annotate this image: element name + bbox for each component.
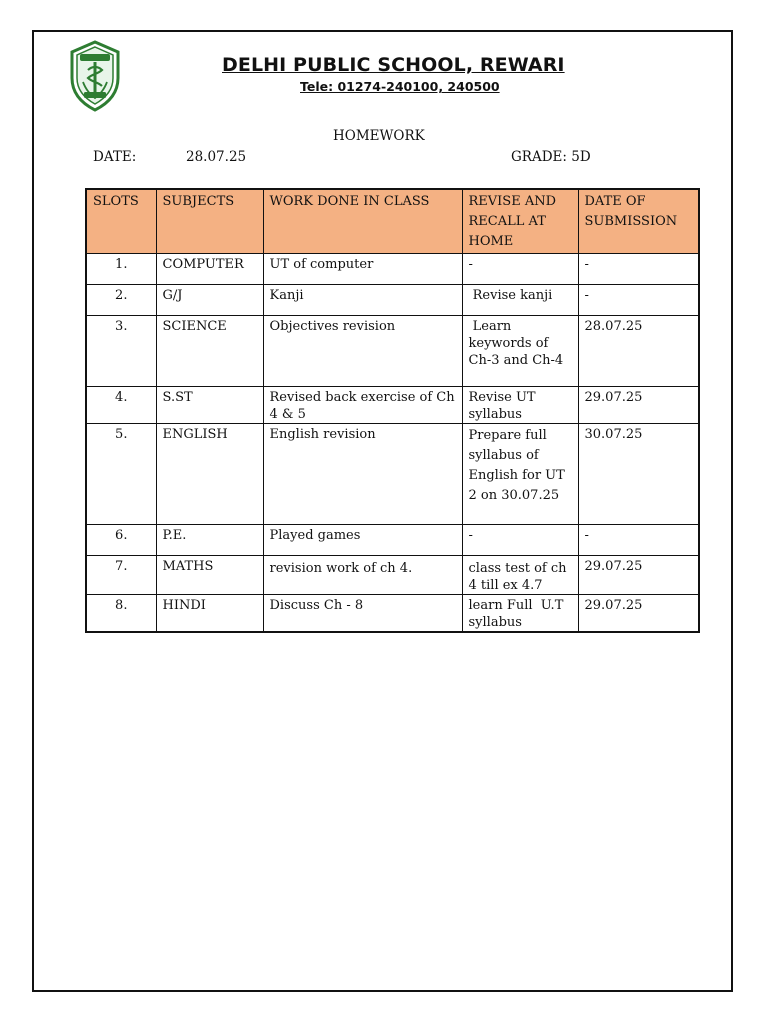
date-cell: -: [578, 253, 699, 284]
table-row: [86, 253, 699, 284]
date-cell: -: [578, 524, 699, 555]
grade-value: 5D: [571, 149, 591, 165]
slot-cell: 8.: [86, 594, 156, 632]
date-label: DATE:: [93, 149, 137, 165]
subject-cell: HINDI: [156, 594, 263, 632]
table-row: [86, 555, 699, 594]
date-cell: 28.07.25: [578, 315, 699, 386]
revise-cell: Prepare full syllabus of English for UT 2 on 30.07.25: [462, 423, 578, 524]
slot-cell: 2.: [86, 284, 156, 315]
slot-cell: 1.: [86, 253, 156, 284]
column-header-work-done: WORK DONE IN CLASS: [263, 189, 462, 253]
work-cell: Kanji: [263, 284, 462, 315]
subject-cell: COMPUTER: [156, 253, 263, 284]
subject-cell: SCIENCE: [156, 315, 263, 386]
column-header-revise: REVISE AND RECALL AT HOME: [462, 189, 578, 253]
grade: [511, 149, 591, 165]
date-cell: -: [578, 284, 699, 315]
work-cell: English revision: [263, 423, 462, 524]
date-cell: 30.07.25: [578, 423, 699, 524]
revise-cell: learn Full U.T syllabus: [462, 594, 578, 632]
table-row: [86, 423, 699, 524]
subject-cell: ENGLISH: [156, 423, 263, 524]
table-header-row: [86, 189, 699, 253]
grade-label: GRADE:: [511, 149, 567, 165]
table-row: [86, 386, 699, 423]
revise-cell: -: [462, 253, 578, 284]
work-cell: UT of computer: [263, 253, 462, 284]
revise-cell: -: [462, 524, 578, 555]
school-crest-icon: [66, 40, 124, 112]
work-cell: Played games: [263, 524, 462, 555]
work-cell: revision work of ch 4.: [263, 555, 462, 594]
slot-cell: 6.: [86, 524, 156, 555]
table-row: [86, 594, 699, 632]
revise-cell: class test of ch 4 till ex 4.7: [462, 555, 578, 594]
column-header-date: DATE OF SUBMISSION: [578, 189, 699, 253]
school-telephone: Tele: 01274-240100, 240500: [300, 79, 500, 94]
column-header-subjects: SUBJECTS: [156, 189, 263, 253]
slot-cell: 4.: [86, 386, 156, 423]
slot-cell: 7.: [86, 555, 156, 594]
slot-cell: 3.: [86, 315, 156, 386]
homework-title: HOMEWORK: [333, 128, 425, 144]
date-cell: 29.07.25: [578, 386, 699, 423]
date-value: 28.07.25: [186, 149, 247, 165]
work-cell: Revised back exercise of Ch 4 & 5: [263, 386, 462, 423]
slot-cell: 5.: [86, 423, 156, 524]
work-cell: Discuss Ch - 8: [263, 594, 462, 632]
revise-cell: Revise UT syllabus: [462, 386, 578, 423]
date-cell: 29.07.25: [578, 555, 699, 594]
subject-cell: S.ST: [156, 386, 263, 423]
subject-cell: P.E.: [156, 524, 263, 555]
table-row: [86, 524, 699, 555]
homework-table: [85, 188, 700, 633]
table-row: [86, 284, 699, 315]
revise-cell: Learn keywords of Ch-3 and Ch-4: [462, 315, 578, 386]
table-row: [86, 315, 699, 386]
school-name: DELHI PUBLIC SCHOOL, REWARI: [222, 54, 565, 76]
revise-cell: Revise kanji: [462, 284, 578, 315]
date-cell: 29.07.25: [578, 594, 699, 632]
subject-cell: G/J: [156, 284, 263, 315]
subject-cell: MATHS: [156, 555, 263, 594]
column-header-slots: SLOTS: [86, 189, 156, 253]
work-cell: Objectives revision: [263, 315, 462, 386]
